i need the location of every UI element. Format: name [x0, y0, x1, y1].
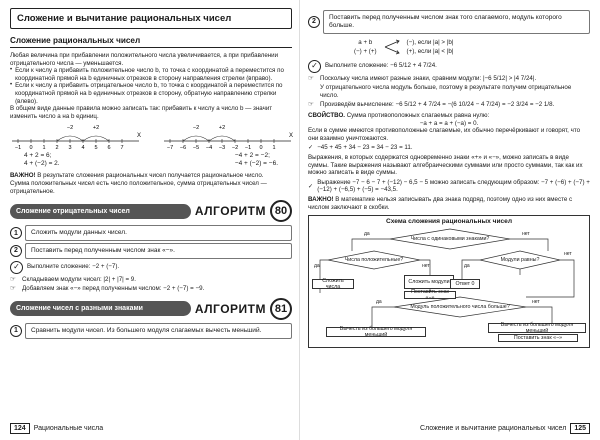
- example-task: [10, 261, 292, 274]
- sign-rule-signs: (−) + (+): [354, 47, 377, 55]
- algorithm-81-header: [10, 298, 292, 320]
- bullet-text: Если к числу a прибавить отрицательное число b, то точка с координатой a переместится по координатной прямой на b единичных отрезков в сторону, обратную направлению стрелки (влево).: [15, 82, 283, 105]
- algorithm-81-step-1: [10, 323, 292, 339]
- action-add-numbers: Сложить числа: [312, 279, 354, 289]
- important-note: [308, 196, 590, 211]
- number-lines: [10, 124, 292, 150]
- section-title: Сложение рациональных чисел: [10, 36, 292, 48]
- example-task: [308, 60, 590, 73]
- sign-rule-case: (+), если |a| < |b|: [406, 47, 454, 55]
- cancel-example-text: −45 + 45 + 34 − 23 = 34 − 23 = 11.: [317, 144, 413, 152]
- number-line-2: [162, 124, 292, 150]
- action-subtract-no: Вычесть из большего модуля меньший: [488, 323, 586, 333]
- algorithm-step-1: [10, 225, 292, 241]
- algebraic-sum-example-text: Выражение −7 − 6 − 7 + (−12) − 6,5 − 5 можно записать следующим образом: −7 + (−6) + (−7) + (−12) + (−6,5) + (−5) = −43,5.: [317, 178, 590, 194]
- sign-rule-left: [354, 38, 377, 56]
- right-footer: [420, 423, 590, 434]
- property-formula: −a + a = a + (−a) = 0.: [419, 119, 479, 127]
- tick-label: −6: [179, 145, 187, 152]
- intro-paragraph: Любая величина при прибавлении положительного числа увеличивается, а при прибавлении отрицательного числа — уменьшается.: [10, 52, 279, 67]
- tick-label: 7: [120, 145, 124, 152]
- algorithm-banner: Сложение чисел с разными знаками: [10, 301, 191, 316]
- tick-label: −2: [231, 145, 239, 152]
- decision-same-signs: Числа с одинаковыми знаками?: [410, 236, 490, 243]
- step-text: Сложить модули данных чисел.: [25, 225, 292, 241]
- example-task-text: Выполните сложение: −2 + (−7).: [27, 263, 120, 271]
- bullet-negative: [10, 82, 292, 105]
- example-line: 4 + 2 = 6;: [24, 152, 52, 160]
- example-step-text: Добавляем знак «−» перед полученным числом: −2 + (−7) = −9.: [22, 285, 205, 293]
- tick-label: −4: [205, 145, 213, 152]
- jump-label: −2: [66, 125, 74, 132]
- example-step-text: Произведём вычисление: −6 5/12 + 4 7/24 = −(6 10/24 − 4 7/24) = −2 3/24 = −2 1/8.: [320, 101, 555, 109]
- algebraic-sum-example: [308, 179, 590, 194]
- pointing-hand-icon: ☞: [308, 101, 314, 109]
- branch-no-label: нет: [522, 231, 530, 238]
- sign-rule-right: [407, 38, 454, 56]
- checkmark-icon: ✓: [308, 182, 314, 190]
- checkmark-icon: ✓: [10, 261, 23, 274]
- running-title: Рациональные числа: [33, 425, 104, 432]
- example-step-2: [10, 285, 292, 293]
- flowchart-canvas: [312, 227, 586, 345]
- branch-yes-label: да: [376, 299, 382, 306]
- cancel-example: [308, 144, 590, 152]
- action-minus-sign-2: Поставить знак «−»: [498, 334, 578, 342]
- example-explanation: У отрицательного числа модуль больше, поэтому в результате получим отрицательное число.: [320, 84, 572, 99]
- step-number-icon: 1: [10, 227, 22, 239]
- tick-label: −7: [166, 145, 174, 152]
- important-text: В результате сложения рациональных чисел получается рациональное число.: [35, 172, 264, 180]
- sign-rule: [354, 38, 590, 56]
- page-number: 125: [570, 423, 590, 434]
- flowchart-title: Схема сложения рациональных чисел: [385, 218, 513, 226]
- bullet-positive: [10, 67, 292, 82]
- algorithm-number: 81: [270, 298, 292, 320]
- action-add-modules: Сложить модули: [404, 275, 454, 289]
- pointing-hand-icon: ☞: [10, 285, 16, 293]
- tick-label: 0: [29, 145, 33, 152]
- running-title: Сложение и вычитание рациональных чисел: [420, 425, 567, 432]
- example-task-text: Выполните сложение: −6 5/12 + 4 7/24.: [325, 62, 437, 70]
- property-text: Сумма противоположных слагаемых равна нулю:: [344, 111, 490, 119]
- step-number-icon: 2: [10, 245, 22, 257]
- number-line-examples: [10, 152, 292, 168]
- important-text: В математике нельзя записывать два знака подряд, поэтому одно из них вместе с числом заключают в скобки.: [308, 195, 573, 211]
- tick-label: 6: [107, 145, 111, 152]
- bullet-icon: •: [10, 82, 13, 89]
- sign-rule-case: (−), если |a| > |b|: [406, 38, 454, 46]
- action-subtract-yes: Вычесть из большего модуля меньший: [326, 327, 426, 337]
- step-text: Сравнить модули чисел. Из большего модуля слагаемых вычесть меньший.: [25, 323, 292, 339]
- tick-label: −5: [192, 145, 200, 152]
- branch-arrow-icon: [383, 38, 401, 56]
- jump-label: +2: [218, 125, 226, 132]
- examples-col-2: [235, 152, 278, 168]
- step-text: Поставить перед полученным числом знак «−».: [25, 243, 292, 259]
- example-step: [308, 101, 590, 109]
- checkmark-icon: ✓: [308, 144, 314, 152]
- action-minus-sign: Поставить знак «−»: [404, 291, 456, 299]
- paragraph-cancel: Если в сумме имеются противоположные слагаемые, их обычно перечёркивают и говорят, что они взаимно уничтожаются.: [308, 127, 581, 142]
- answer-zero: Ответ 0: [450, 279, 480, 289]
- example-step-text: Поскольку числа имеют разные знаки, сравним модули: |−6 5/12| > |4 7/24|.: [320, 74, 537, 82]
- pointing-hand-icon: ☞: [10, 275, 16, 283]
- algorithm-label: АЛГОРИТМ: [194, 301, 266, 316]
- page-number: 124: [10, 423, 30, 434]
- sum-rule: Сумма положительных чисел есть число положительное, сумма отрицательных чисел — отрицательное.: [10, 179, 267, 195]
- algorithm-81-step-2: [308, 10, 590, 34]
- important-note: [10, 172, 292, 180]
- property-label: СВОЙСТВО.: [308, 111, 345, 119]
- branch-no-label: нет: [564, 251, 572, 258]
- paragraph-algebraic-sum: Выражения, в которых содержатся одновременно знаки «+» и «−», можно записать в виде суммы. Такие выражения называют алгебраическими суммами или просто суммами, так как их можно записать в виде суммы.: [308, 153, 583, 177]
- tick-label: 0: [259, 145, 263, 152]
- example-step-text: Складываем модули чисел: |2| + |7| = 9.: [22, 275, 136, 283]
- jump-label: −2: [192, 125, 200, 132]
- algorithm-number: 80: [270, 200, 292, 222]
- decision-positive: Числа положительные?: [344, 257, 404, 264]
- branch-yes-label: да: [364, 231, 370, 238]
- tick-label: 3: [68, 145, 72, 152]
- example-line: −4 + (−2) = −6.: [234, 160, 278, 168]
- branch-yes-label: да: [314, 263, 320, 270]
- tick-label: −1: [14, 145, 22, 152]
- chapter-title: Сложение и вычитание рациональных чисел: [10, 8, 292, 29]
- tick-label: 1: [272, 145, 276, 152]
- number-line-1: [10, 124, 140, 150]
- algorithm-step-2: [10, 243, 292, 259]
- step-text: Поставить перед полученным числом знак того слагаемого, модуль которого больше.: [323, 10, 590, 34]
- decision-positive-module-greater: Модуль положительного числа больше?: [410, 304, 510, 311]
- branch-no-label: нет: [422, 263, 430, 270]
- sign-rule-expression: a + b: [358, 38, 373, 46]
- step-number-icon: 2: [308, 16, 320, 28]
- important-label: ВАЖНО!: [308, 195, 334, 203]
- decision-equal-modules: Модули равны?: [500, 257, 540, 264]
- tick-label: 5: [94, 145, 98, 152]
- bullet-icon: •: [10, 67, 13, 74]
- example-step: [308, 75, 590, 83]
- algorithm-label: АЛГОРИТМ: [194, 204, 266, 219]
- pointing-hand-icon: ☞: [308, 74, 314, 82]
- important-label: ВАЖНО!: [10, 172, 36, 180]
- property-statement: [308, 112, 590, 120]
- left-footer: [10, 423, 103, 434]
- tick-label: 1: [42, 145, 46, 152]
- branch-no-label: нет: [532, 299, 540, 306]
- tick-label: −1: [244, 145, 252, 152]
- bullet-text: Если к числу a прибавить положительное число b, то точка с координатой a переместится по координатной прямой на b единичных отрезков в сторону направления стрелки (вправо).: [15, 67, 284, 82]
- tick-label: 4: [81, 145, 85, 152]
- tick-label: 2: [55, 145, 59, 152]
- algorithm-80-header: [10, 200, 292, 222]
- axis-label: X: [289, 133, 294, 140]
- algorithm-banner: Сложение отрицательных чисел: [10, 204, 191, 219]
- step-number-icon: 1: [10, 325, 22, 337]
- general-rule: В общем виде данные правила можно записать так: прибавить к числу a число b — значит изменить число a на b единиц.: [10, 105, 273, 120]
- example-line: 4 + (−2) = 2.: [24, 160, 60, 168]
- example-step-1: [10, 276, 292, 284]
- tick-label: −3: [218, 145, 226, 152]
- axis-label: X: [137, 133, 142, 140]
- right-page: [300, 0, 600, 440]
- addition-flowchart: [308, 215, 590, 348]
- jump-label: +2: [92, 125, 100, 132]
- checkmark-icon: ✓: [308, 60, 321, 73]
- example-line: −4 + 2 = −2;: [234, 152, 270, 160]
- branch-yes-label: да: [464, 263, 470, 270]
- examples-col-1: [24, 152, 60, 168]
